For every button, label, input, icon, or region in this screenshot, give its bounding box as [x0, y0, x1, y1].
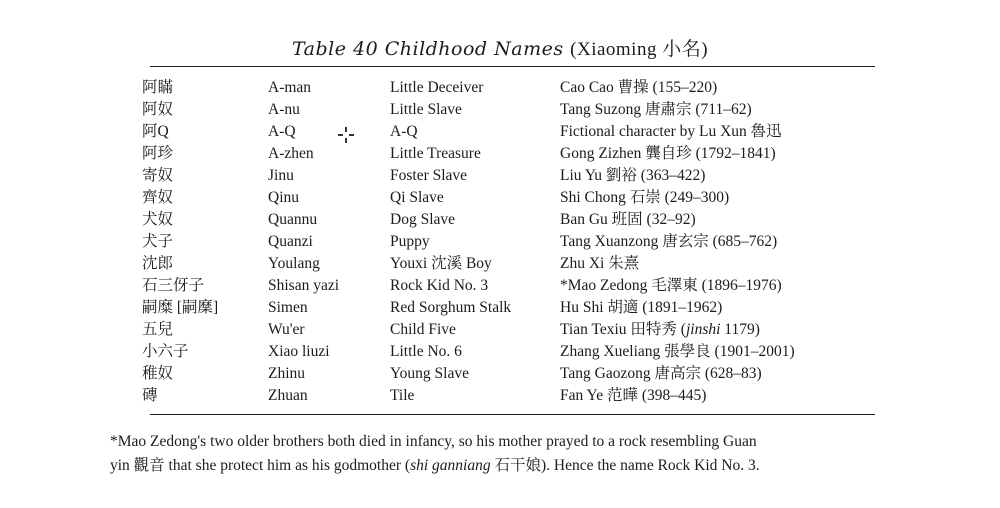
cell-meaning: Little No. 6 — [390, 343, 462, 360]
cell-chinese: 阿奴 — [142, 101, 174, 118]
cell-chinese: 犬子 — [142, 233, 174, 250]
table-row — [0, 297, 1000, 319]
cell-person: *Mao Zedong 毛澤東 (1896–1976) — [560, 277, 782, 294]
cell-person: Liu Yu 劉裕 (363–422) — [560, 167, 706, 184]
table-row — [0, 275, 1000, 297]
crosshair-cursor-icon — [338, 127, 354, 143]
footnote-line-1: *Mao Zedong's two older brothers both died in infancy, so his mother prayed to a rock resembling Guan — [110, 433, 757, 450]
cell-chinese: 齊奴 — [142, 189, 174, 206]
table-title-paren: (Xiaoming 小名) — [570, 39, 709, 60]
cell-meaning: Little Slave — [390, 101, 462, 118]
table-row — [0, 77, 1000, 99]
table-row — [0, 385, 1000, 407]
cell-pinyin: Wu'er — [268, 321, 305, 338]
cell-meaning: Young Slave — [390, 365, 469, 382]
cell-chinese: 嗣糜 [嗣穈] — [142, 299, 219, 316]
cell-person: Hu Shi 胡適 (1891–1962) — [560, 299, 723, 316]
cell-person: Ban Gu 班固 (32–92) — [560, 211, 696, 228]
cell-pinyin: A-nu — [268, 101, 300, 118]
cell-meaning: Youxi 沈溪 Boy — [390, 255, 492, 272]
cell-person: Gong Zizhen 龔自珍 (1792–1841) — [560, 145, 776, 162]
cell-chinese: 阿瞞 — [142, 79, 174, 96]
cell-pinyin: Zhuan — [268, 387, 308, 404]
cell-person: Shi Chong 石崇 (249–300) — [560, 189, 730, 206]
footnote-line-2 — [110, 454, 900, 478]
cell-chinese: 小六子 — [142, 343, 189, 360]
cell-chinese: 阿Q — [142, 123, 169, 140]
table-row — [0, 99, 1000, 121]
table-row — [0, 209, 1000, 231]
cell-pinyin: Youlang — [268, 255, 320, 272]
cell-person: Zhang Xueliang 張學良 (1901–2001) — [560, 343, 795, 360]
cell-meaning: Child Five — [390, 321, 456, 338]
table-bottom-rule — [150, 414, 875, 415]
cell-pinyin: Quanzi — [268, 233, 313, 250]
cell-person: Tang Suzong 唐肅宗 (711–62) — [560, 101, 752, 118]
footnote-line-2-italic: shi ganniang — [410, 457, 491, 474]
footnote — [110, 430, 900, 478]
cell-pinyin: Jinu — [268, 167, 294, 184]
cell-person: Fan Ye 范曄 (398–445) — [560, 387, 707, 404]
cell-person: Zhu Xi 朱熹 — [560, 255, 640, 272]
cell-person: Tang Xuanzong 唐玄宗 (685–762) — [560, 233, 778, 250]
cell-pinyin: Simen — [268, 299, 308, 316]
cell-chinese: 磚 — [142, 387, 158, 404]
footnote-line-2-a: yin 觀音 that she protect him as his godmother ( — [110, 457, 411, 474]
cell-person: Tang Gaozong 唐高宗 (628–83) — [560, 365, 762, 382]
cell-chinese: 沈郎 — [142, 255, 174, 272]
table-row — [0, 165, 1000, 187]
table-row — [0, 143, 1000, 165]
cell-meaning: Puppy — [390, 233, 430, 250]
cell-pinyin: Xiao liuzi — [268, 343, 330, 360]
cell-pinyin: A-man — [268, 79, 312, 96]
cell-meaning: Tile — [390, 387, 415, 404]
cell-chinese: 阿珍 — [142, 145, 174, 162]
cell-meaning: Little Deceiver — [390, 79, 484, 96]
cell-chinese: 五兒 — [142, 321, 174, 338]
cell-meaning: Red Sorghum Stalk — [390, 299, 512, 316]
cell-chinese: 寄奴 — [142, 167, 174, 184]
table-top-rule — [150, 66, 875, 67]
cell-meaning: Dog Slave — [390, 211, 456, 228]
cell-chinese: 石三伢子 — [142, 277, 205, 294]
table-row — [0, 231, 1000, 253]
cell-chinese: 犬奴 — [142, 211, 174, 228]
cell-person: Cao Cao 曹操 (155–220) — [560, 79, 718, 96]
cell-meaning: A-Q — [390, 123, 418, 140]
cell-meaning: Foster Slave — [390, 167, 468, 184]
cell-person: Fictional character by Lu Xun 魯迅 — [560, 123, 782, 140]
table-row — [0, 121, 1000, 143]
table-row — [0, 187, 1000, 209]
cell-meaning: Qi Slave — [390, 189, 444, 206]
table-row — [0, 253, 1000, 275]
cell-person: Tian Texiu 田特秀 (jinshi 1179) — [560, 321, 760, 338]
cell-meaning: Rock Kid No. 3 — [390, 277, 489, 294]
table-row — [0, 319, 1000, 341]
cell-meaning: Little Treasure — [390, 145, 481, 162]
footnote-line-2-b: 石干娘). Hence the name Rock Kid No. 3. — [490, 457, 760, 474]
cell-pinyin: Shisan yazi — [268, 277, 340, 294]
table-row — [0, 363, 1000, 385]
cell-pinyin: Quannu — [268, 211, 318, 228]
table-title-main: Table 40 Childhood Names — [291, 38, 564, 60]
cell-chinese: 稚奴 — [142, 365, 174, 382]
cell-pinyin: A-Q — [268, 123, 296, 140]
table-row — [0, 341, 1000, 363]
cell-pinyin: A-zhen — [268, 145, 314, 162]
cell-pinyin: Qinu — [268, 189, 299, 206]
cell-pinyin: Zhinu — [268, 365, 306, 382]
table-title — [0, 34, 1000, 61]
